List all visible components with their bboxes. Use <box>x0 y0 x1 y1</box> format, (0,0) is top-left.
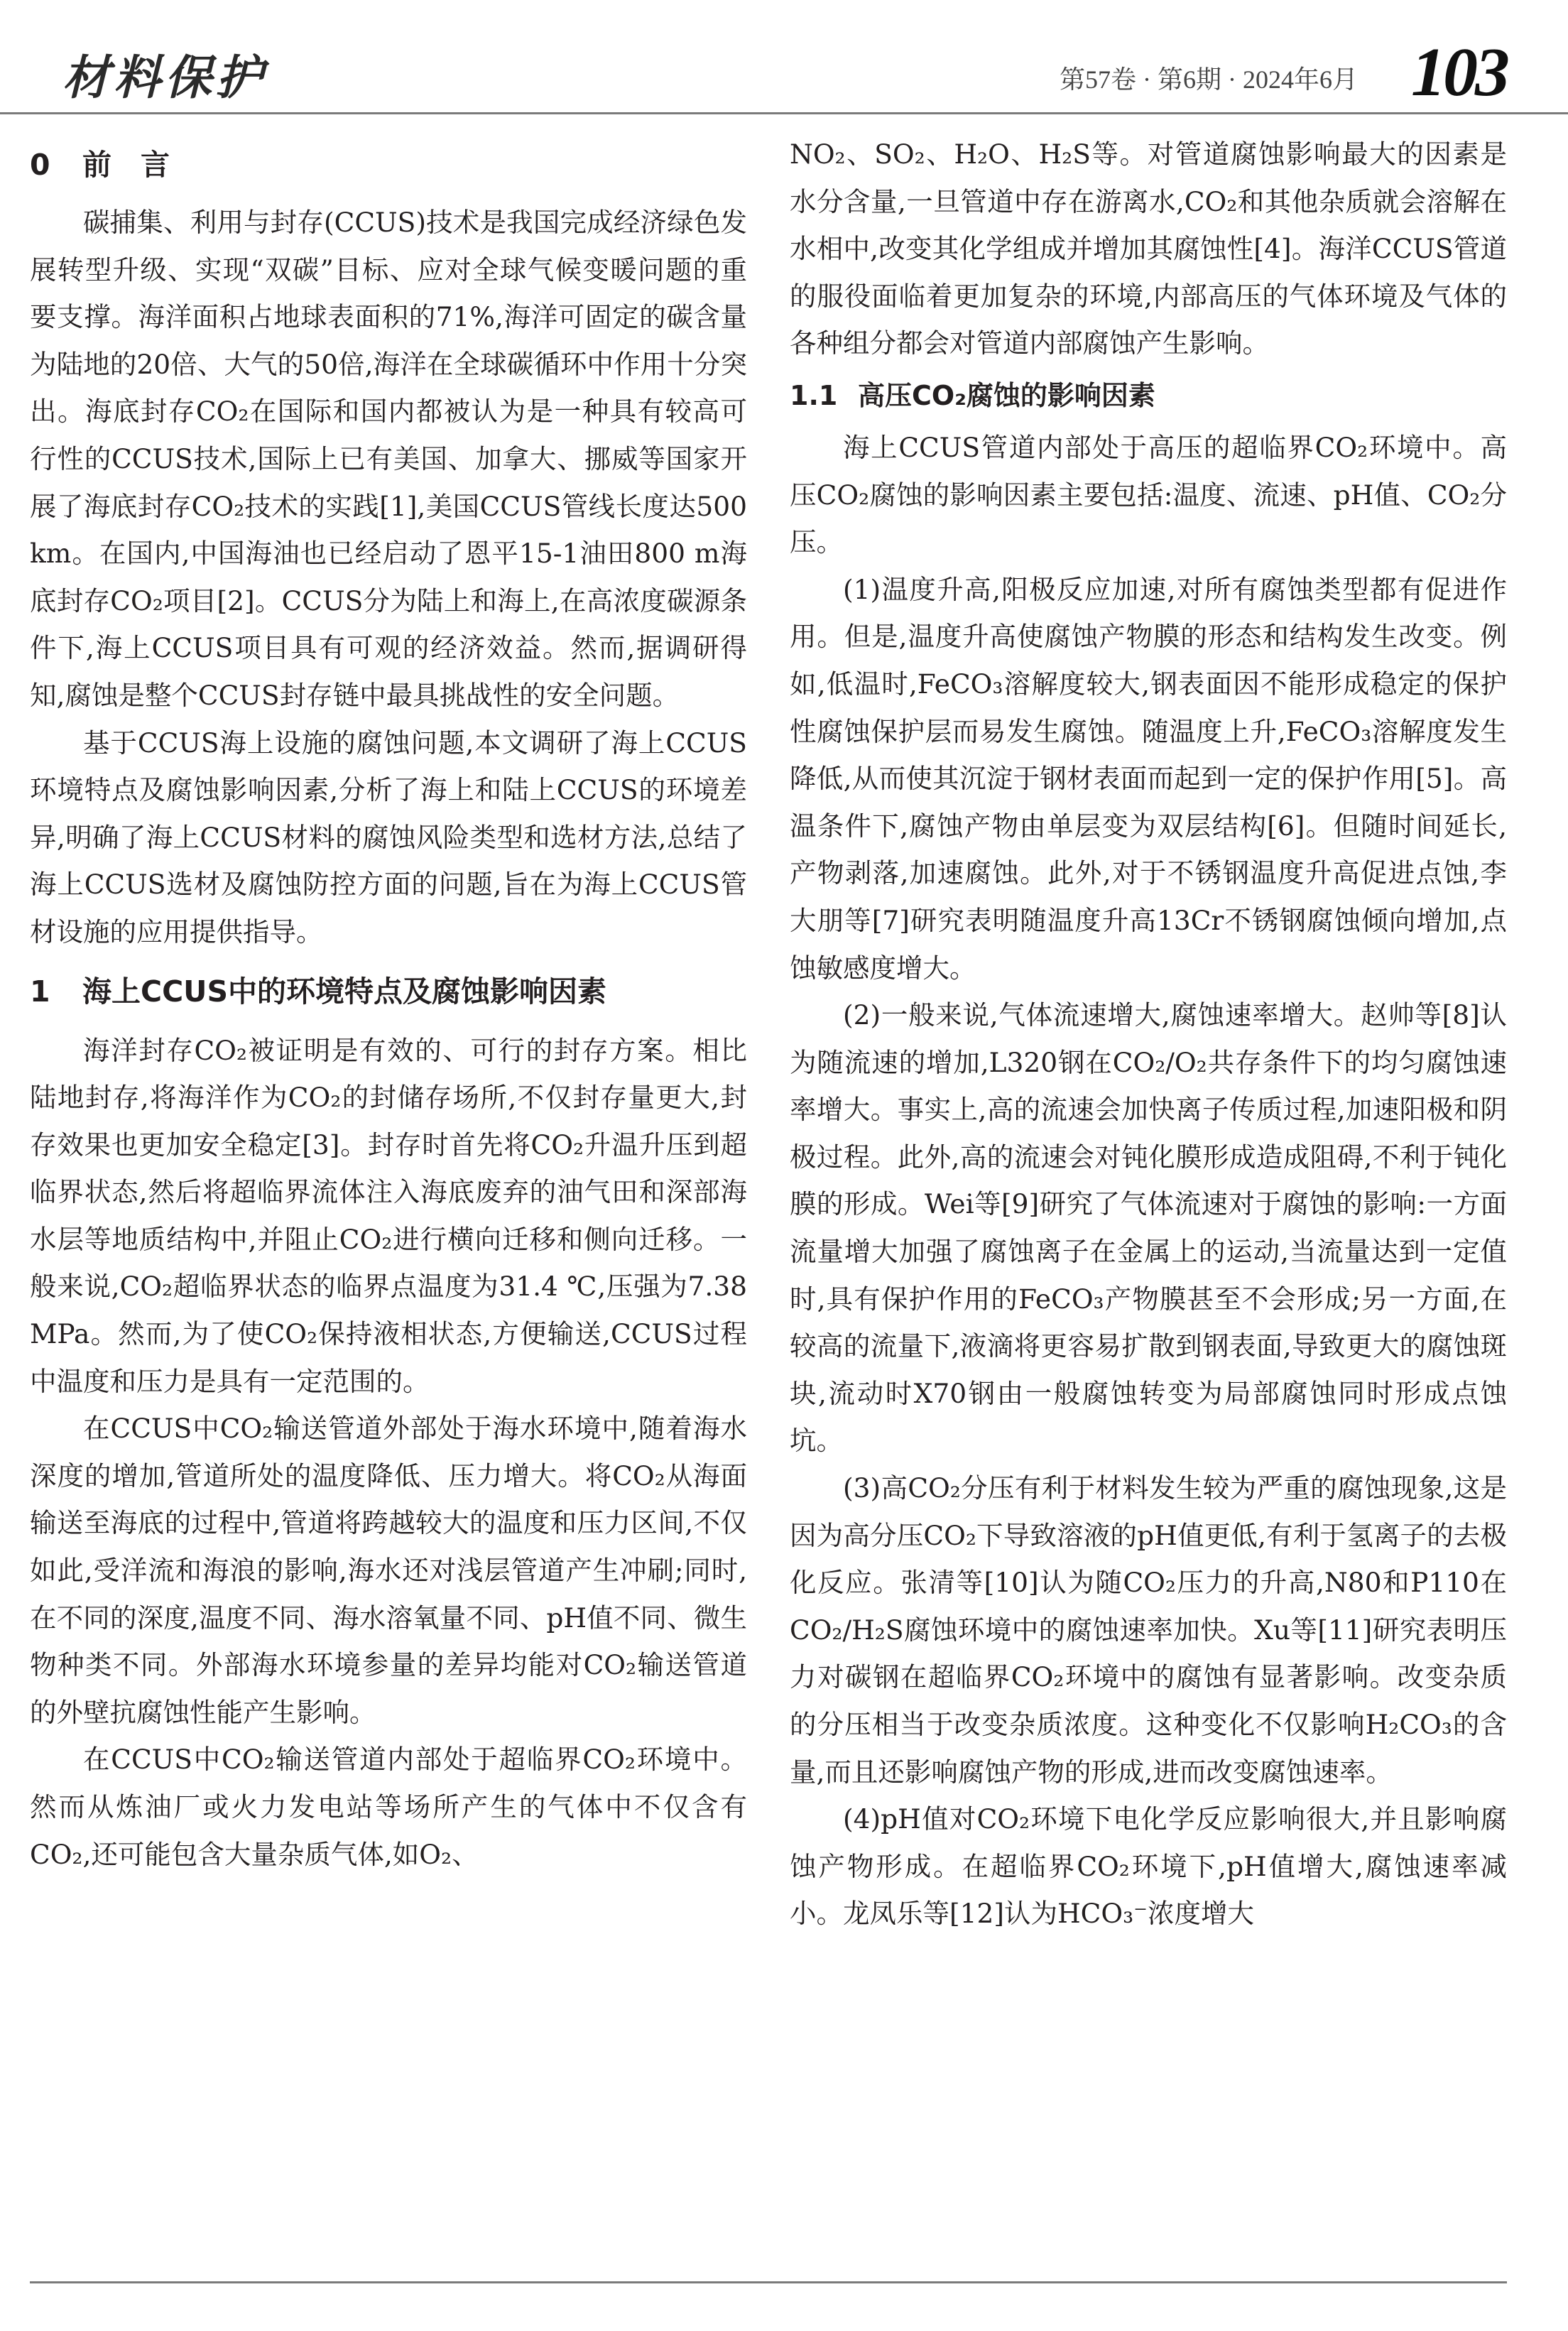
paragraph: 在CCUS中CO₂输送管道外部处于海水环境中,随着海水深度的增加,管道所处的温度降低、压力增大。将CO₂从海面输送至海底的过程中,管道将跨越较大的温度和压力区间,不仅如此,受洋流和海浪的影响,海水还对浅层管道产生冲刷;同时,在不同的深度,温度不同、海水溶氧量不同、pH值不同、微生物种类不同。外部海水环境参量的差异均能对CO₂输送管道的外壁抗腐蚀性能产生影响。 <box>30 1413 747 1728</box>
paragraph: (2)一般来说,气体流速增大,腐蚀速率增大。赵帅等[8]认为随流速的增加,L320钢在CO₂/O₂共存条件下的均匀腐蚀速率增大。事实上,高的流速会加快离子传质过程,加速阳极和阴极过程。此外,高的流速会对钝化膜形成造成阻碍,不利于钝化膜的形成。Wei等[9]研究了气体流速对于腐蚀的影响:一方面流量增大加强了腐蚀离子在金属上的运动,当流量达到一定值时,具有保护作用的FeCO₃产物膜甚至不会形成;另一方面,在较高的流量下,液滴将更容易扩散到钢表面,导致更大的腐蚀斑块,流动时X70钢由一般腐蚀转变为局部腐蚀同时形成点蚀坑。 <box>790 999 1507 1457</box>
paragraph: NO₂、SO₂、H₂O、H₂S等。对管道腐蚀影响最大的因素是水分含量,一旦管道中存在游离水,CO₂和其他杂质就会溶解在水相中,改变其化学组成并增加其腐蚀性[4]。海洋CCUS管道的服役面临着更加复杂的环境,内部高压的气体环境及气体的各种组分都会对管道内部腐蚀产生影响。 <box>790 138 1507 359</box>
subsection-number: 1.1 <box>790 379 838 411</box>
paragraph: 海洋封存CO₂被证明是有效的、可行的封存方案。相比陆地封存,将海洋作为CO₂的封储存场所,不仅封存量更大,封存效果也更加安全稳定[3]。封存时首先将CO₂升温升压到超临界状态,然后将超临界流体注入海底废弃的油气田和深部海水层等地质结构中,并阻止CO₂进行横向迁移和侧向迁移。一般来说,CO₂超临界状态的临界点温度为31.4 ℃,压强为7.38 MPa。然而,为了使CO₂保持液相状态,方便输送,CCUS过程中温度和压力是具有一定范围的。 <box>30 1034 747 1397</box>
paragraph: (1)温度升高,阳极反应加速,对所有腐蚀类型都有促进作用。但是,温度升高使腐蚀产物膜的形态和结构发生改变。例如,低温时,FeCO₃溶解度较大,钢表面因不能形成稳定的保护性腐蚀保护层而易发生腐蚀。随温度上升,FeCO₃溶解度发生降低,从而使其沉淀于钢材表面而起到一定的保护作用[5]。高温条件下,腐蚀产物由单层变为双层结构[6]。但随时间延长,产物剥落,加速腐蚀。此外,对于不锈钢温度升高促进点蚀,李大朋等[7]研究表明随温度升高13Cr不锈钢腐蚀倾向增加,点蚀敏感度增大。 <box>790 573 1507 984</box>
issue-info: 第57卷 · 第6期 · 2024年6月 <box>1060 65 1358 94</box>
journal-logo: 材料保护 <box>62 50 267 105</box>
section-title: 前 言 <box>82 148 170 182</box>
subsection-title: 高压CO₂腐蚀的影响因素 <box>858 379 1155 411</box>
subsection-heading-1-1 <box>790 367 1507 424</box>
section-number: 0 <box>30 148 50 182</box>
paragraph: 基于CCUS海上设施的腐蚀问题,本文调研了海上CCUS环境特点及腐蚀影响因素,分析了海上和陆上CCUS的环境差异,明确了海上CCUS材料的腐蚀风险类型和选材方法,总结了海上CCUS选材及腐蚀防控方面的问题,旨在为海上CCUS管材设施的应用提供指导。 <box>30 727 747 947</box>
article-body <box>30 131 1507 1938</box>
paragraph: (3)高CO₂分压有利于材料发生较为严重的腐蚀现象,这是因为高分压CO₂下导致溶液的pH值更低,有利于氢离子的去极化反应。张清等[10]认为随CO₂压力的升高,N80和P110在CO₂/H₂S腐蚀环境中的腐蚀速率加快。Xu等[11]研究表明压力对碳钢在超临界CO₂环境中的腐蚀有显著影响。改变杂质的分压相当于改变杂质浓度。这种变化不仅影响H₂CO₃的含量,而且还影响腐蚀产物的形成,进而改变腐蚀速率。 <box>790 1472 1507 1788</box>
section-number: 1 <box>30 974 50 1009</box>
section-title: 海上CCUS中的环境特点及腐蚀影响因素 <box>82 974 606 1009</box>
page-number: 103 <box>1411 34 1507 111</box>
left-column <box>30 131 747 1938</box>
footer-rule <box>30 2281 1507 2283</box>
paragraph: 碳捕集、利用与封存(CCUS)技术是我国完成经济绿色发展转型升级、实现“双碳”目标、应对全球气候变暖问题的重要支撑。海洋面积占地球表面积的71%,海洋可固定的碳含量为陆地的20倍、大气的50倍,海洋在全球碳循环中作用十分突出。海底封存CO₂在国际和国内都被认为是一种具有较高可行性的CCUS技术,国际上已有美国、加拿大、挪威等国家开展了海底封存CO₂技术的实践[1],美国CCUS管线长度达500 km。在国内,中国海油也已经启动了恩平15-1油田800 m海底封存CO₂项目[2]。CCUS分为陆上和海上,在高浓度碳源条件下,海上CCUS项目具有可观的经济效益。然而,据调研得知,腐蚀是整个CCUS封存链中最具挑战性的安全问题。 <box>30 207 747 711</box>
paragraph: (4)pH值对CO₂环境下电化学反应影响很大,并且影响腐蚀产物形成。在超临界CO₂环境下,pH值增大,腐蚀速率减小。龙凤乐等[12]认为HCO₃⁻浓度增大 <box>790 1803 1507 1930</box>
header-rule <box>0 112 1568 114</box>
paragraph: 在CCUS中CO₂输送管道内部处于超临界CO₂环境中。然而从炼油厂或火力发电站等场所产生的气体中不仅含有CO₂,还可能包含大量杂质气体,如O₂、 <box>30 1744 747 1870</box>
paragraph: 海上CCUS管道内部处于高压的超临界CO₂环境中。高压CO₂腐蚀的影响因素主要包括:温度、流速、pH值、CO₂分压。 <box>790 431 1507 558</box>
page-header <box>30 28 1507 111</box>
right-column <box>790 131 1507 1938</box>
section-heading-1 <box>30 956 747 1027</box>
section-heading-0 <box>30 131 747 199</box>
